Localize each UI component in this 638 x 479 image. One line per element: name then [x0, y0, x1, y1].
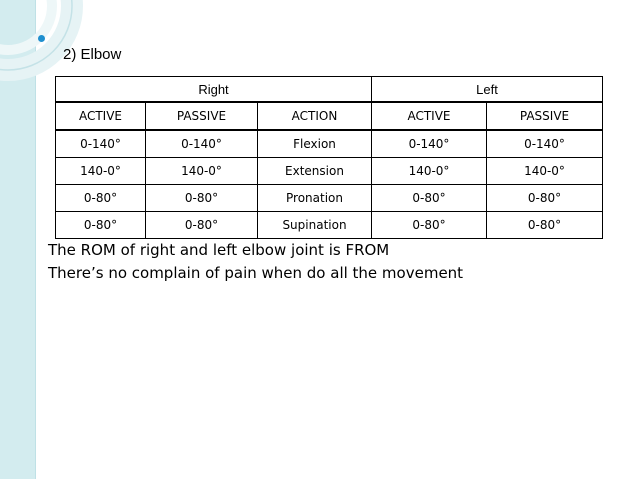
- table-cell: 0-80°: [146, 185, 258, 212]
- left-side-header: Left: [372, 77, 603, 103]
- table-cell: 0-140°: [487, 130, 603, 158]
- table-cell: 0-140°: [146, 130, 258, 158]
- table-cell: 0-80°: [56, 185, 146, 212]
- table-cell: Pronation: [258, 185, 372, 212]
- column-header: PASSIVE: [146, 102, 258, 130]
- table-cell: Flexion: [258, 130, 372, 158]
- bullet-dot: [38, 35, 45, 42]
- table-cell: 140-0°: [56, 158, 146, 185]
- table-cell: 0-80°: [487, 212, 603, 239]
- table-cell: 140-0°: [372, 158, 487, 185]
- summary-line-rom: The ROM of right and left elbow joint is FROM: [48, 241, 390, 259]
- table-cell: Supination: [258, 212, 372, 239]
- table-cell: 0-140°: [56, 130, 146, 158]
- column-header: ACTION: [258, 102, 372, 130]
- table-row: [56, 158, 603, 185]
- table-row: [56, 212, 603, 239]
- table-cell: 0-80°: [372, 212, 487, 239]
- table-cell: 140-0°: [487, 158, 603, 185]
- section-heading: 2) Elbow: [63, 46, 122, 63]
- column-header: PASSIVE: [487, 102, 603, 130]
- table-row: [56, 130, 603, 158]
- table-row: [56, 185, 603, 212]
- rom-table: [55, 76, 603, 239]
- table-cell: Extension: [258, 158, 372, 185]
- table-cell: 0-80°: [487, 185, 603, 212]
- right-side-header: Right: [56, 77, 372, 103]
- column-header: ACTIVE: [372, 102, 487, 130]
- table-cell: 140-0°: [146, 158, 258, 185]
- table-cell: 0-80°: [372, 185, 487, 212]
- side-header-row: [56, 77, 603, 103]
- column-header: ACTIVE: [56, 102, 146, 130]
- summary-text: [48, 239, 463, 285]
- table-cell: 0-80°: [56, 212, 146, 239]
- table-cell: 0-140°: [372, 130, 487, 158]
- table-cell: 0-80°: [146, 212, 258, 239]
- summary-line-pain: There’s no complain of pain when do all the movement: [48, 264, 464, 282]
- column-header-row: [56, 102, 603, 130]
